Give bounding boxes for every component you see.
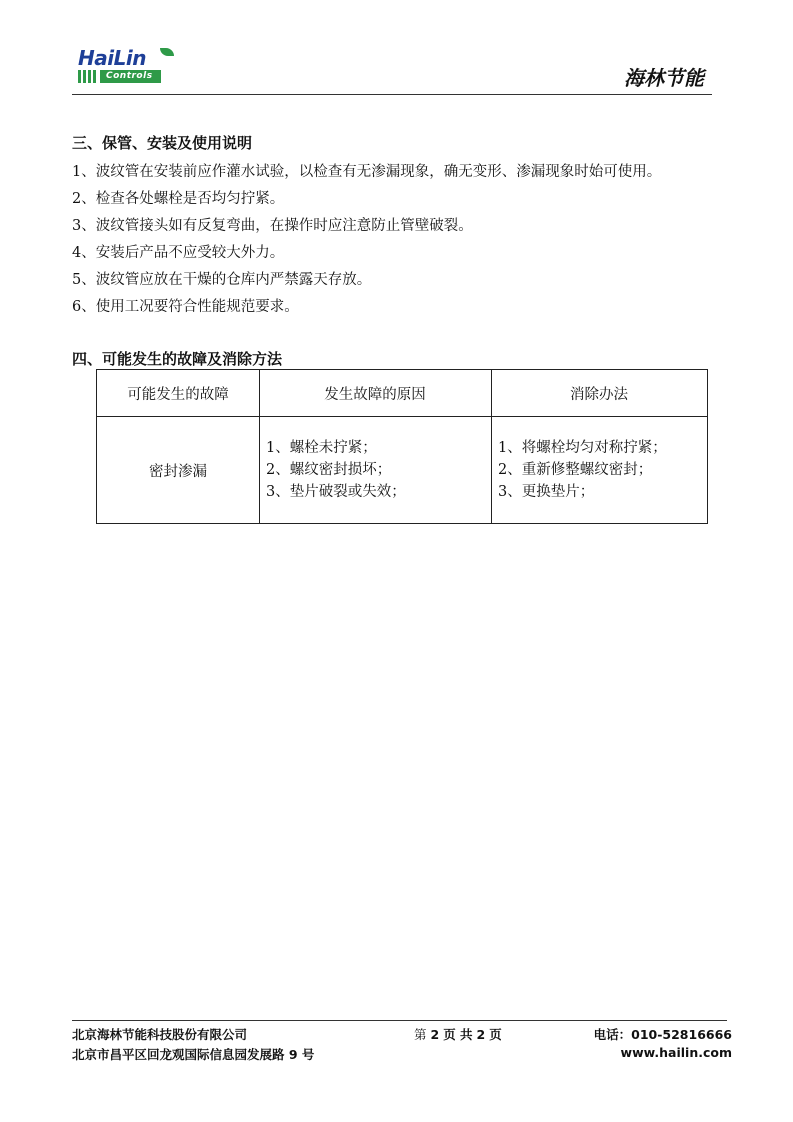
website-url: www.hailin.com <box>620 1045 732 1060</box>
logo-controls-bar <box>78 70 161 83</box>
leaf-icon <box>160 48 174 56</box>
company-name: 北京海林节能科技股份有限公司 <box>72 1027 248 1042</box>
page-header <box>72 38 712 95</box>
page-suffix: 页 <box>489 1027 502 1042</box>
fault-cell: 密封渗漏 <box>97 417 260 524</box>
cause-line: 1、螺栓未拧紧； <box>266 440 377 456</box>
brand-name-cn: 海林节能 <box>624 66 704 90</box>
page-mid: 页 共 <box>443 1027 473 1042</box>
cause-cell <box>260 417 492 524</box>
company-address: 北京市昌平区回龙观国际信息园发展路 9 号 <box>72 1047 315 1062</box>
section3-item: 5、波纹管应放在干燥的仓库内严禁露天存放。 <box>72 272 372 288</box>
stripes-icon <box>78 70 98 83</box>
page-number <box>414 1025 502 1043</box>
section3-item: 4、安装后产品不应受较大外力。 <box>72 245 285 261</box>
fault-table <box>96 369 708 524</box>
remedy-line: 3、更换垫片； <box>498 484 595 500</box>
section3-item: 6、使用工况要符合性能规范要求。 <box>72 299 299 315</box>
remedy-line: 2、重新修整螺纹密封； <box>498 462 653 478</box>
logo-subtext: Controls <box>100 70 161 83</box>
section3-item: 1、波纹管在安装前应作灌水试验，以检查有无渗漏现象，确无变形、渗漏现象时始可使用。 <box>72 164 662 180</box>
page-prefix: 第 <box>414 1027 427 1042</box>
section3-item: 3、波纹管接头如有反复弯曲，在操作时应注意防止管壁破裂。 <box>72 218 473 234</box>
hailin-logo <box>78 46 178 94</box>
phone-number: 电话：010-52816666 <box>593 1027 732 1042</box>
logo-wordmark: HaiLin <box>78 46 146 70</box>
section3-title: 三、保管、安装及使用说明 <box>72 134 253 152</box>
remedy-line: 1、将螺栓均匀对称拧紧； <box>498 440 667 456</box>
table-row <box>97 417 708 524</box>
section4-title: 四、可能发生的故障及消除方法 <box>72 350 283 368</box>
section3-item: 2、检查各处螺栓是否均匀拧紧。 <box>72 191 285 207</box>
page-current: 2 <box>430 1027 440 1042</box>
page-footer <box>72 1020 732 1062</box>
page-total: 2 <box>476 1027 486 1042</box>
cause-line: 2、螺纹密封损坏； <box>266 462 392 478</box>
cause-line: 3、垫片破裂或失效； <box>266 484 406 500</box>
header-remedy: 消除办法 <box>492 370 708 417</box>
header-cause: 发生故障的原因 <box>260 370 492 417</box>
table-header-row <box>97 370 708 417</box>
header-fault: 可能发生的故障 <box>97 370 260 417</box>
remedy-cell <box>492 417 708 524</box>
